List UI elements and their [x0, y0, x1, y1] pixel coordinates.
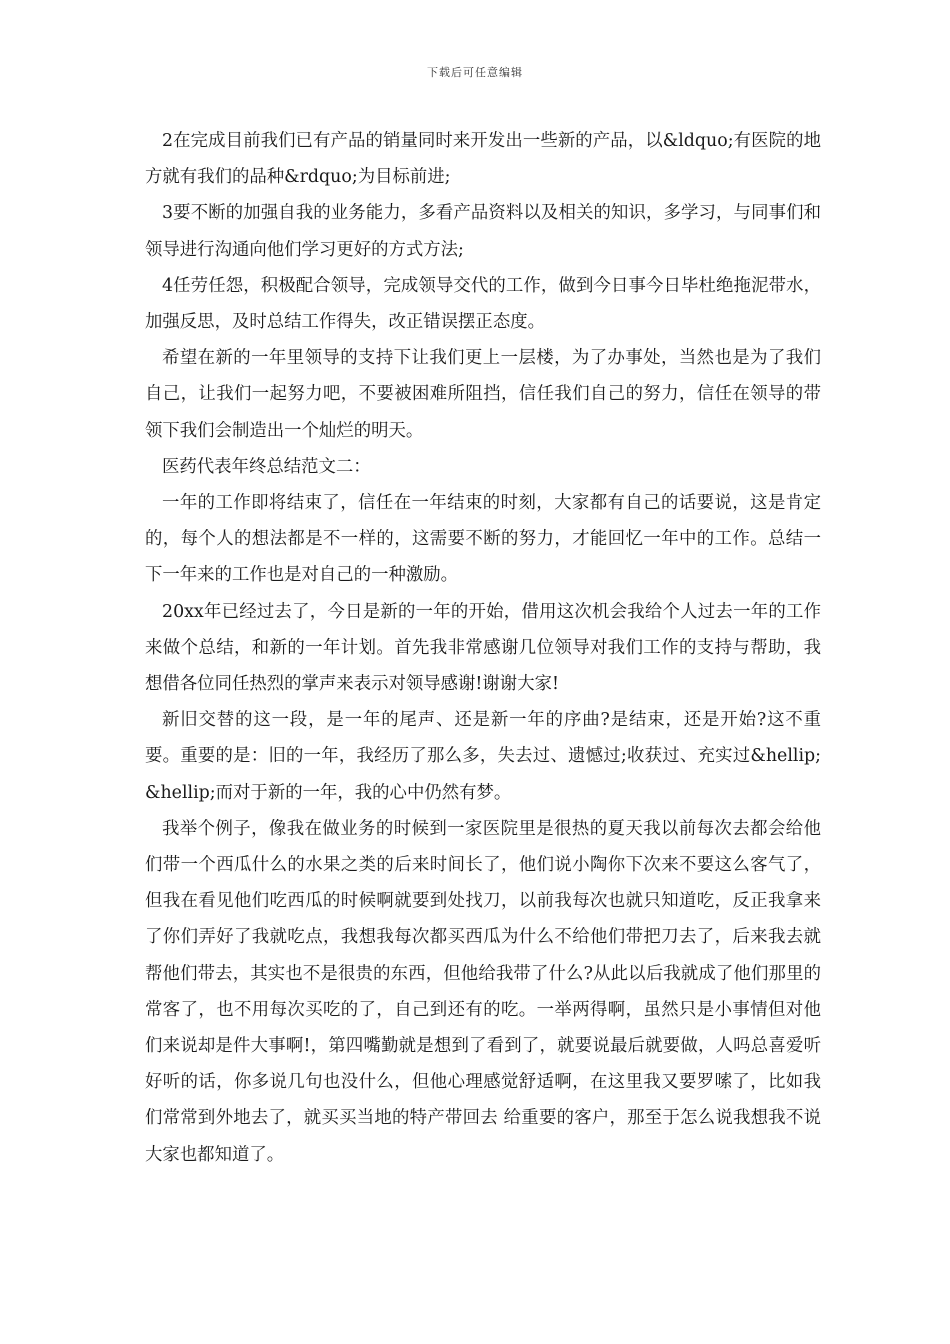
paragraph-goal-3: 3要不断的加强自我的业务能力，多看产品资料以及相关的知识，多学习，与同事们和领导进行沟通向他们学习更好的方式方法; — [145, 203, 821, 260]
section-heading: 医药代表年终总结范文二： — [162, 456, 371, 477]
document-body — [145, 123, 821, 1173]
paragraph-intro: 一年的工作即将结束了，信任在一年结束的时刻，大家都有自己的话要说，这是肯定的，每个人的想法都是不一样的，这需要不断的努力，才能回忆一年中的工作。总结一下一年来的工作也是对自己的一种激励。 — [145, 493, 821, 586]
header-note: 下载后可任意编辑 — [427, 66, 523, 79]
paragraph-goal-2: 2在完成目前我们已有产品的销量同时来开发出一些新的产品，以&ldquo;有医院的地方就有我们的品种&rdquo;为目标前进; — [145, 131, 821, 188]
paragraph-year-review: 20xx年已经过去了，今日是新的一年的开始，借用这次机会我给个人过去一年的工作来做个总结，和新的一年计划。首先我非常感谢几位领导对我们工作的支持与帮助，我想借各位同任热烈的掌声来表示对领导感谢!谢谢大家! — [145, 601, 821, 695]
paragraph-transition: 新旧交替的这一段，是一年的尾声、还是新一年的序曲?是结束，还是开始?这不重要。重要的是：旧的一年，我经历了那么多，失去过、遗憾过;收获过、充实过&hellip;&hellip;而对于新的一年，我的心中仍然有梦。 — [145, 710, 821, 803]
paragraph-example: 我举个例子，像我在做业务的时候到一家医院里是很热的夏天我以前每次去都会给他们带一个西瓜什么的水果之类的后来时间长了，他们说小陶你下次来不要这么客气了，但我在看见他们吃西瓜的时候啊就要到处找刀，以前我每次也就只知道吃，反正我拿来了你们弄好了我就吃点，我想我每次都买西瓜为什么不给他们带把刀去了，后来我去就帮他们带去，其实也不是很贵的东西，但他给我带了什么?从此以后我就成了他们那里的常客了，也不用每次买吃的了，自己到还有的吃。一举两得啊，虽然只是小事情但对他们来说却是件大事啊!，第四嘴勤就是想到了看到了，就要说最后就要做，人吗总喜爱听好听的话，你多说几句也没什么，但他心理感觉舒适啊，在这里我又要罗嗦了，比如我们常常到外地去了，就买买当地的特产带回去 给重要的客户，那至于怎么说我想我不说大家也都知道了。 — [145, 818, 821, 1165]
paragraph-hope: 希望在新的一年里领导的支持下让我们更上一层楼，为了办事处，当然也是为了我们自己，让我们一起努力吧，不要被困难所阻挡，信任我们自己的努力，信任在领导的带领下我们会制造出一个灿烂的明天。 — [145, 348, 821, 441]
paragraph-goal-4: 4任劳任怨，积极配合领导，完成领导交代的工作，做到今日事今日毕杜绝拖泥带水，加强反思，及时总结工作得失，改正错误摆正态度。 — [145, 275, 821, 333]
